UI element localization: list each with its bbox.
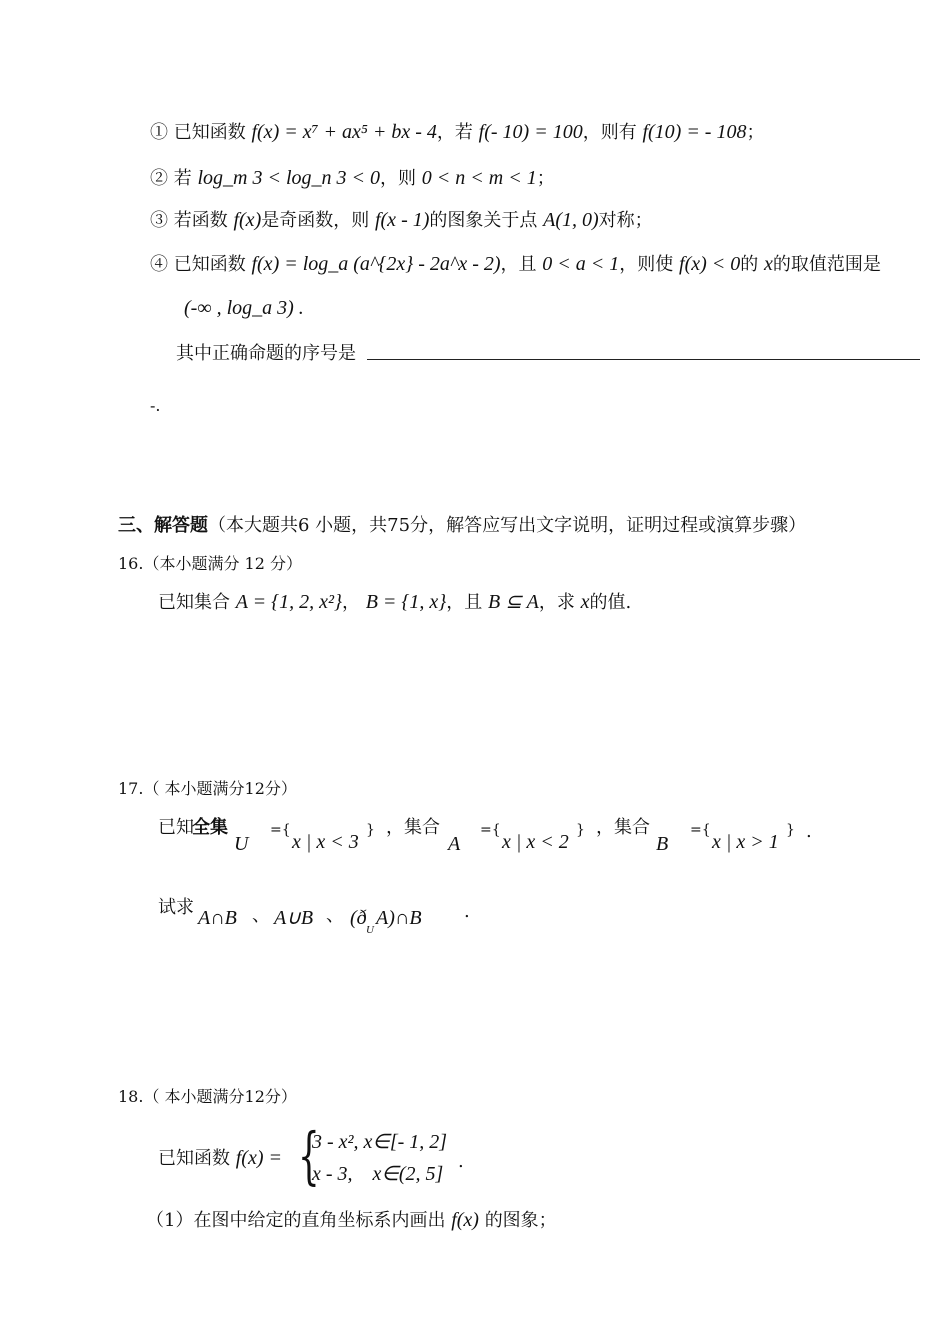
math-expression: 0 < n < m < 1 <box>421 167 537 189</box>
item-1: ① 已知函数 f(x) = x⁷ + ax⁵ + bx - 4，若 f(- 10) = 100，则有 f(10) = - 108； <box>150 121 765 143</box>
q17-ask: 试求 A∩B 、 A∪B 、 (ð U A)∩B . <box>158 897 470 936</box>
q17-heading: 17.（ 本小题满分12分） <box>118 779 297 798</box>
item-2: ② 若 log_m 3 < log_n 3 < 0，则 0 < n < m < 1； <box>150 167 555 189</box>
q18-part-1: （1）在图中给定的直角坐标系内画出 f(x) 的图象； <box>146 1209 557 1231</box>
math-expression: x <box>580 591 590 613</box>
math-expression: f(x - 1) <box>374 209 430 231</box>
math-expression: A(1, 0) <box>543 209 599 231</box>
math-expression: f(x) <box>451 1209 479 1231</box>
math-expression: f(- 10) = 100 <box>478 121 583 143</box>
item-number: ③ <box>150 210 168 231</box>
piecewise-row-2: x - 3, x∈(2, 5] <box>312 1163 444 1185</box>
answer-prompt: 其中正确命题的序号是 <box>176 343 356 364</box>
math-expression: 0 < a < 1 <box>542 253 620 275</box>
item-4: ④ 已知函数 f(x) = log_a (a^{2x} - 2a^x - 2)，且 0 < a < 1，则使 f(x) < 0的 x的取值范围是 <box>150 253 881 275</box>
math-expression: log_m 3 < log_n 3 < 0 <box>197 167 381 189</box>
q18-function-label: 已知函数 f(x) = <box>158 1147 282 1169</box>
q16-body: 已知集合 A = {1, 2, x²}， B = {1, x}，且 B ⊆ A，求 x的值. <box>158 591 632 613</box>
math-expression: f(10) = - 108 <box>642 121 747 143</box>
math-expression: f(x) = x⁷ + ax⁵ + bx - 4 <box>251 121 437 143</box>
math-expression: B = {1, x} <box>365 591 447 613</box>
item-number: ① <box>150 122 168 143</box>
item-number: ② <box>150 168 168 189</box>
piecewise-end: . <box>458 1151 464 1172</box>
stray-mark: -. <box>150 396 161 415</box>
piecewise-row-1: 3 - x², x∈[- 1, 2] <box>312 1131 448 1153</box>
math-expression: f(x) = <box>235 1147 282 1169</box>
math-expression: f(x) = log_a (a^{2x} - 2a^x - 2) <box>251 253 501 275</box>
section-header <box>118 514 806 538</box>
q16-heading: 16.（本小题满分 12 分） <box>118 554 302 573</box>
item-4-range: (-∞ , log_a 3) . <box>184 297 304 319</box>
item-number: ④ <box>150 254 168 275</box>
math-expression: f(x) < 0 <box>679 253 741 275</box>
q17-body: 已知 全集 U ={ x | x < 3 } ，集合 A ={ x | x < 2 } ，集合 B ={ x | x > 1 } . <box>158 817 812 855</box>
section-note: （本大题共6 小题，共75分，解答应写出文字说明，证明过程或演算步骤） <box>208 515 807 536</box>
answer-blank <box>367 359 920 360</box>
piecewise-brace-icon: { <box>298 1119 320 1192</box>
math-expression: x <box>764 253 773 275</box>
q18-heading: 18.（ 本小题满分12分） <box>118 1087 297 1106</box>
math-expression: A = {1, 2, x²} <box>235 591 342 613</box>
math-expression: f(x) <box>233 209 262 231</box>
math-expression: B ⊆ A <box>488 591 539 613</box>
section-title: 三、解答题 <box>118 515 208 536</box>
item-3: ③ 若函数 f(x)是奇函数，则 f(x - 1)的图象关于点 A(1, 0)对称； <box>150 209 653 231</box>
